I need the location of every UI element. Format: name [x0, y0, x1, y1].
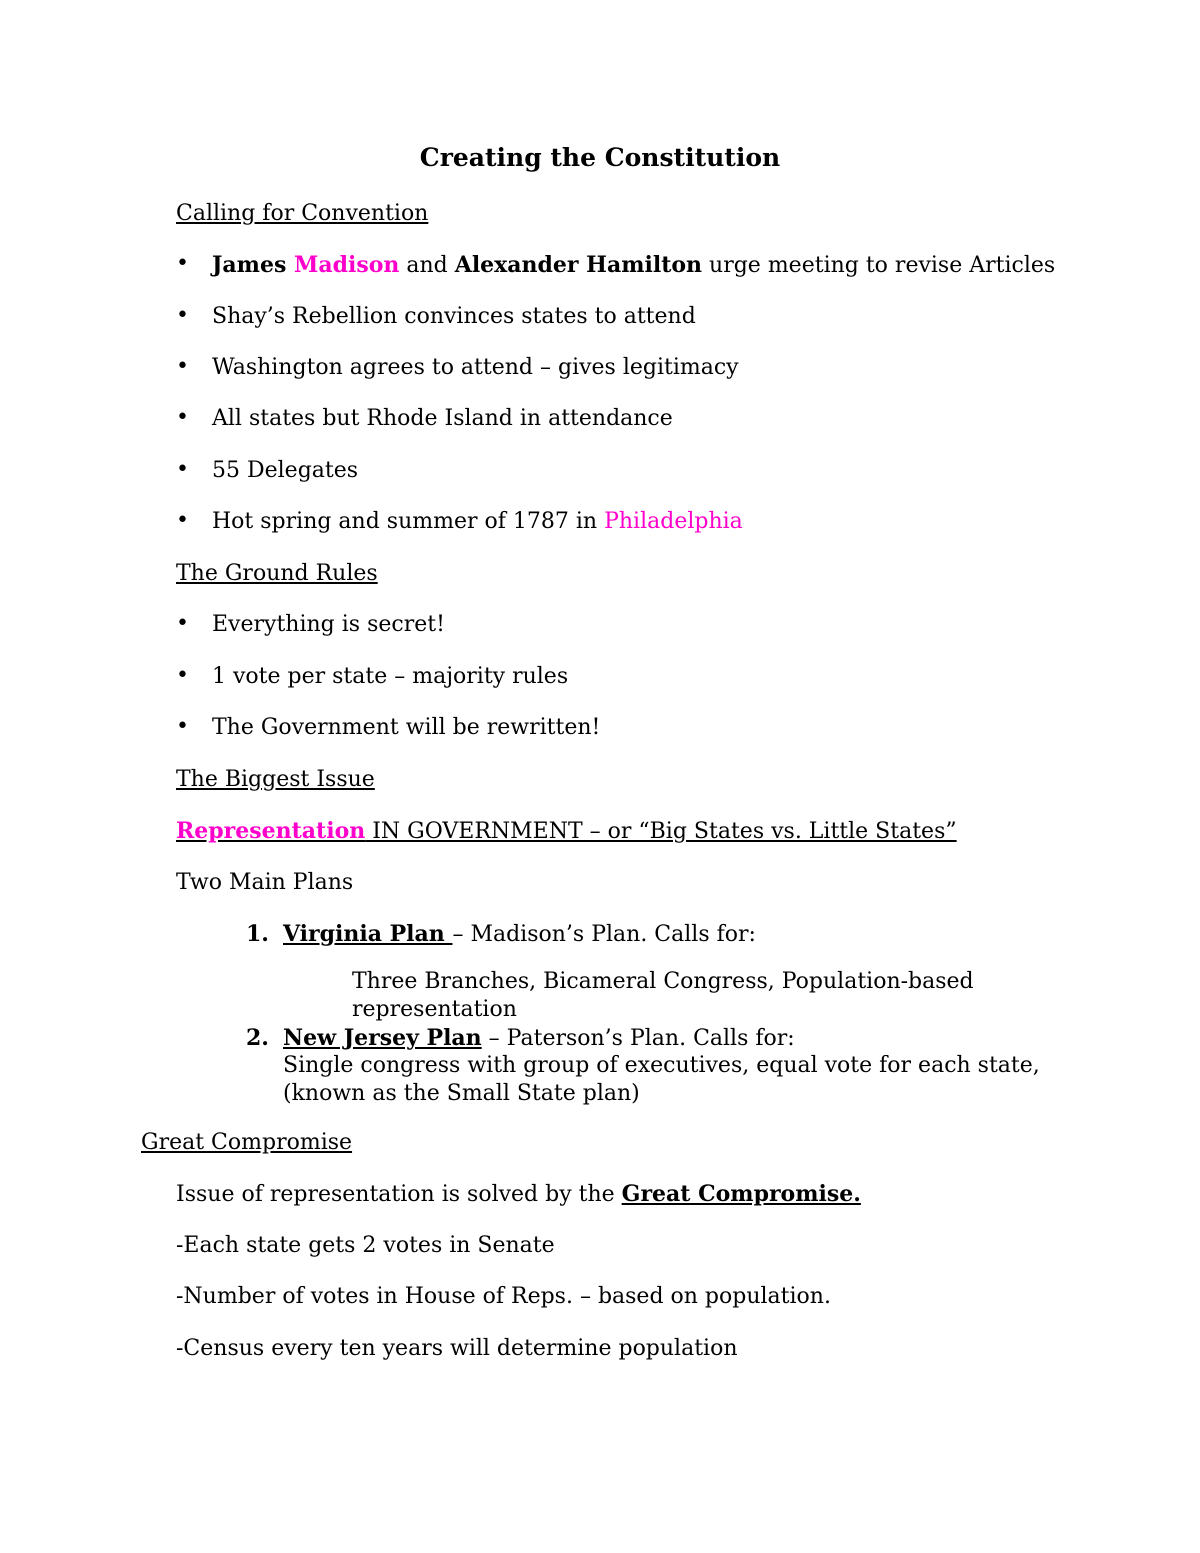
philadelphia-highlight: Philadelphia — [604, 509, 743, 534]
list-item: The Government will be rewritten! — [212, 715, 601, 740]
james-text: James — [212, 252, 294, 278]
great-compromise-term: Great Compromise. — [621, 1181, 861, 1207]
bullet-icon: • — [176, 354, 189, 379]
page-title: Creating the Constitution — [419, 143, 781, 172]
bullet-icon: • — [176, 457, 189, 482]
hamilton-text: Alexander Hamilton — [454, 252, 703, 278]
plan-name: Virginia Plan — [283, 921, 453, 947]
plans-heading: Two Main Plans — [176, 870, 354, 895]
list-number: 2. — [246, 1025, 269, 1051]
heading-biggest-issue: The Biggest Issue — [176, 767, 375, 792]
list-item-text: Hot spring and summer of 1787 in — [212, 509, 605, 534]
list-item: All states but Rhode Island in attendance — [212, 406, 673, 431]
madison-highlight: Madison — [293, 252, 400, 278]
list-item: Everything is secret! — [212, 612, 445, 637]
plan-description: – Madison’s Plan. Calls for: — [452, 922, 756, 947]
bullet-icon: • — [176, 714, 189, 739]
bullet-icon: • — [176, 251, 189, 276]
compromise-intro — [176, 1180, 861, 1209]
bullet-icon: • — [176, 611, 189, 636]
plan-new-jersey — [283, 1024, 795, 1053]
bullet-icon: • — [176, 405, 189, 430]
heading-calling-for-convention: Calling for Convention — [176, 201, 429, 226]
bullet-icon: • — [176, 508, 189, 533]
list-item: 55 Delegates — [212, 458, 359, 483]
bullet-icon: • — [176, 663, 189, 688]
list-item: Washington agrees to attend – gives legitimacy — [212, 355, 739, 380]
list-item: Shay’s Rebellion convinces states to attend — [212, 304, 696, 329]
list-number: 1. — [246, 921, 269, 947]
issue-line — [176, 817, 957, 846]
compromise-point: -Number of votes in House of Reps. – based on population. — [176, 1284, 831, 1309]
plan-detail: Single congress with group of executives, equal vote for each state, — [283, 1053, 1040, 1078]
intro-text: Issue of representation is solved by the — [176, 1182, 622, 1207]
bullet-icon: • — [176, 303, 189, 328]
representation-highlight: Representation — [176, 818, 366, 844]
compromise-point: -Each state gets 2 votes in Senate — [176, 1233, 555, 1258]
compromise-point: -Census every ten years will determine population — [176, 1336, 738, 1361]
and-text: and — [399, 253, 455, 278]
issue-rest-text: IN GOVERNMENT – or “Big States vs. Little States” — [365, 819, 957, 844]
heading-great-compromise: Great Compromise — [141, 1130, 353, 1155]
rest-text: urge meeting to revise Articles — [702, 253, 1056, 278]
heading-ground-rules: The Ground Rules — [176, 561, 378, 586]
plan-detail: (known as the Small State plan) — [283, 1081, 640, 1106]
plan-description: – Paterson’s Plan. Calls for: — [481, 1026, 795, 1051]
plan-detail: representation — [352, 997, 517, 1022]
plan-virginia — [283, 920, 756, 949]
list-item — [212, 251, 1055, 280]
list-item — [212, 508, 743, 536]
plan-detail: Three Branches, Bicameral Congress, Population-based — [352, 969, 974, 994]
plan-name: New Jersey Plan — [283, 1025, 482, 1051]
list-item: 1 vote per state – majority rules — [212, 664, 569, 689]
